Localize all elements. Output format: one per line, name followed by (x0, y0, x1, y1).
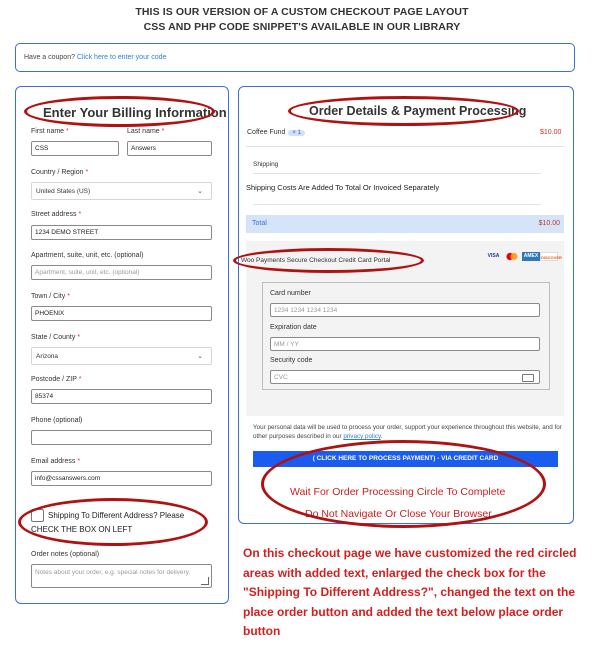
state-select[interactable] (31, 347, 212, 365)
order-item (247, 129, 305, 136)
card-number-input[interactable]: 1234 1234 1234 1234 (270, 303, 540, 317)
mastercard-icon (505, 252, 519, 261)
notes-label: Order notes (optional) (31, 551, 100, 558)
coupon-notice (15, 43, 575, 72)
city-input[interactable]: PHOENIX (31, 306, 212, 321)
payment-method-label[interactable]: Woo Payments Secure Checkout Credit Card Portal (241, 257, 391, 264)
zip-label: Postcode / ZIP * (31, 376, 82, 383)
cvc-label: Security code (270, 357, 313, 364)
billing-title: Enter Your Billing Information (43, 105, 227, 120)
item-qty-badge: × 1 (288, 130, 305, 136)
chevron-down-icon: ⌄ (197, 353, 203, 360)
expiry-label: Expiration date (270, 324, 317, 331)
coupon-text: Have a coupon? (24, 54, 75, 61)
page-heading-line2: CSS AND PHP CODE SNIPPET'S AVAILABLE IN OUR LIBRARY (143, 21, 461, 33)
item-name: Coffee Fund (247, 129, 286, 136)
shipping-label: Shipping (253, 161, 279, 168)
cvc-input[interactable] (270, 370, 540, 384)
state-label: State / County * (31, 334, 81, 341)
processing-note: Wait For Order Processing Circle To Complete (290, 486, 506, 498)
total-value: $10.00 (538, 220, 560, 227)
last-name-input[interactable]: Answers (127, 141, 212, 156)
shipping-text: Shipping Costs Are Added To Total Or Invoiced Separately (246, 183, 440, 192)
last-name-label: Last name * (127, 128, 165, 135)
privacy-notice: Your personal data will be used to process your order, support your experience throughout this website, and for other purposes described in our privacy policy. (253, 424, 562, 440)
discover-icon: DISCOVER (540, 252, 558, 261)
place-order-button[interactable]: ( CLICK HERE TO PROCESS PAYMENT) - VIA CREDIT CARD (253, 451, 558, 467)
ship-different-label: Shipping To Different Address? Please (48, 511, 185, 520)
divider (253, 173, 541, 174)
expiry-input[interactable]: MM / YY (270, 337, 540, 351)
resize-handle-icon[interactable] (201, 577, 209, 585)
privacy-text: Your personal data will be used to process your order, support your experience throughout this website, and for other purposes described in our (253, 424, 562, 440)
chevron-down-icon: ⌄ (197, 188, 203, 195)
visa-icon: VISA (487, 253, 500, 259)
country-value: United States (US) (36, 188, 91, 195)
customization-description: On this checkout page we have customized the red circled areas with added text, enlarged the check box for the "Shipping To Different Address?", changed the text on the place order button and added the text below place order button (243, 546, 577, 639)
total-label: Total (252, 220, 267, 227)
country-select[interactable] (31, 182, 212, 200)
card-back-icon (522, 374, 534, 382)
order-notes-textarea[interactable] (31, 564, 212, 588)
divider (246, 146, 564, 147)
cvc-placeholder: CVC (274, 374, 288, 381)
email-label: Email address * (31, 458, 81, 465)
item-price: $10.00 (540, 129, 562, 136)
page-heading-line1: THIS IS OUR VERSION OF A CUSTOM CHECKOUT PAGE LAYOUT (135, 6, 469, 18)
apt-label: Apartment, suite, unit, etc. (optional) (31, 252, 144, 259)
card-number-label: Card number (270, 290, 311, 297)
email-input[interactable]: info@cssanswers.com (31, 471, 212, 486)
apt-input[interactable]: Apartment, suite, unit, etc. (optional) (31, 265, 212, 280)
first-name-label: First name * (31, 128, 69, 135)
state-value: Arizona (36, 353, 59, 360)
city-label: Town / City * (31, 293, 70, 300)
total-row (246, 215, 564, 233)
amex-icon: AMEX (523, 253, 539, 259)
ship-different-checkbox[interactable] (31, 509, 44, 522)
street-input[interactable]: 1234 DEMO STREET (31, 225, 212, 240)
country-label: Country / Region * (31, 169, 89, 176)
coupon-link[interactable]: Click here to enter your code (76, 54, 167, 61)
phone-label: Phone (optional) (31, 417, 83, 424)
order-title: Order Details & Payment Processing (309, 104, 527, 118)
phone-input[interactable] (31, 430, 212, 445)
first-name-input[interactable]: CSS (31, 141, 119, 156)
ship-different-instruction: CHECK THE BOX ON LEFT (31, 525, 133, 534)
zip-input[interactable]: 85374 (31, 389, 212, 404)
street-label: Street address * (31, 211, 82, 218)
notes-placeholder: Notes about your order, e.g. special notes for delivery. (35, 569, 191, 576)
divider (253, 204, 541, 205)
privacy-policy-link[interactable]: privacy policy (343, 433, 381, 440)
browser-note: Do Not Navigate Or Close Your Browser (305, 508, 492, 520)
